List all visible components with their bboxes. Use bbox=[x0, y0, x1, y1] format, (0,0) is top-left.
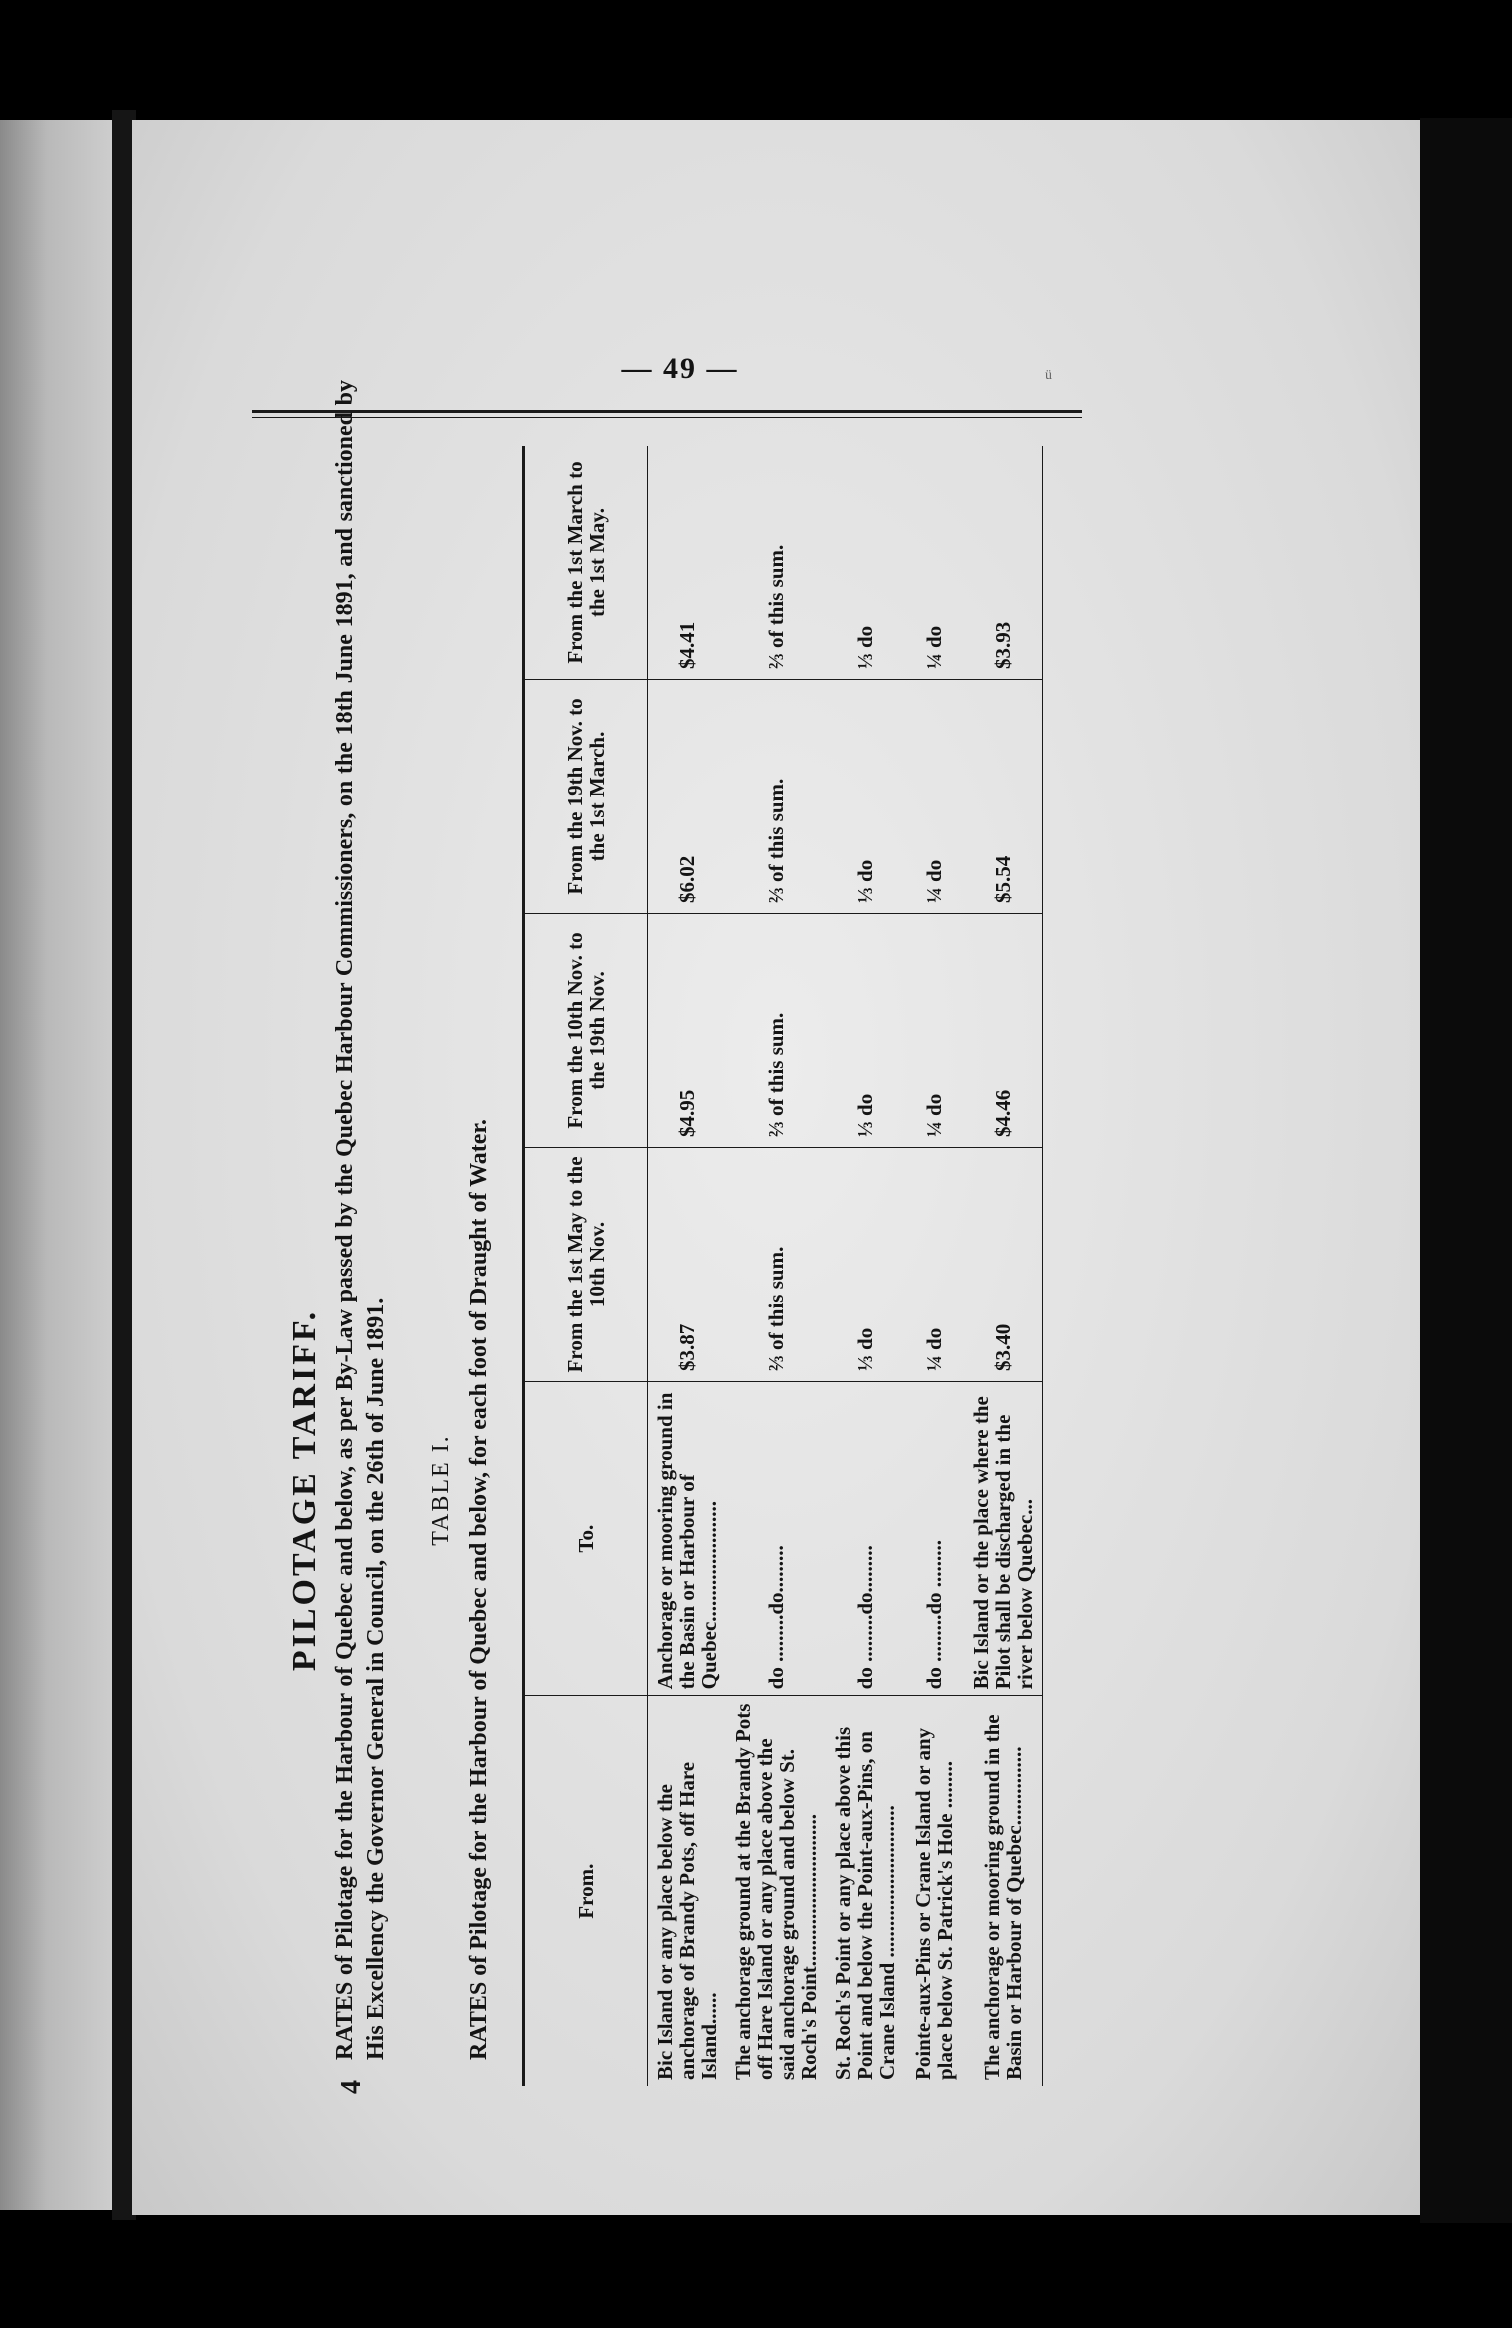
table-header-row bbox=[524, 446, 648, 2086]
table-row bbox=[648, 446, 727, 2086]
table-row bbox=[826, 446, 904, 2086]
rate-cell: ⅓ do bbox=[826, 680, 904, 914]
row-from: St. Roch's Point or any place above this Point and below the Point-aux-Pins, on Crane Island ............................. bbox=[831, 1726, 899, 2080]
header-from: From. bbox=[524, 1696, 648, 2086]
intro-paragraph: RATES of Pilotage for the Harbour of Quebec and below, as per By-Law passed by the Quebec Harbour Commissioners, on the 18th June 1891, and sanctioned by His Excellency the Governor General in Council, on the 26th of June 1891. bbox=[332, 380, 389, 2060]
rate-cell: $4.41 bbox=[648, 446, 727, 680]
row-from: Bic Island or any place below the anchorage of Brandy Pots, off Hare Island...... bbox=[653, 1761, 721, 2080]
rate-cell: ⅓ do bbox=[826, 1147, 904, 1381]
rate-cell: ¼ do bbox=[904, 446, 964, 680]
rate-cell: $4.95 bbox=[648, 913, 727, 1147]
rate-cell: ¼ do bbox=[904, 913, 964, 1147]
row-from: Pointe-aux-Pins or Crane Island or any place below St. Patrick's Hole ......... bbox=[911, 1727, 957, 2080]
document-title: PILOTAGE TARIFF. bbox=[286, 1308, 323, 1672]
rate-cell: $5.54 bbox=[964, 680, 1043, 914]
table-row bbox=[904, 446, 964, 2086]
rate-cell: $3.87 bbox=[648, 1147, 727, 1381]
rate-cell: ¼ do bbox=[904, 1147, 964, 1381]
rate-cell: ⅔ of this sum. bbox=[726, 680, 826, 914]
rate-cell: ⅔ of this sum. bbox=[726, 913, 826, 1147]
rate-cell: ¼ do bbox=[904, 680, 964, 914]
table-row bbox=[964, 446, 1043, 2086]
pilotage-rates-table bbox=[522, 446, 1043, 2086]
page-edge-shadow bbox=[1420, 118, 1512, 2223]
rate-cell: ⅔ of this sum. bbox=[726, 1147, 826, 1381]
rate-cell: ⅔ of this sum. bbox=[726, 446, 826, 680]
rotated-content bbox=[286, 20, 1290, 2100]
row-from: The anchorage ground at the Brandy Pots off Hare Island or any place above the said anchorage ground and below St. Roch's Point............................. bbox=[731, 1703, 821, 2080]
page-number: — 49 — bbox=[621, 352, 739, 385]
row-to: do .........do......... bbox=[826, 1381, 904, 1695]
left-facing-page bbox=[0, 120, 118, 2210]
row-from: The anchorage or mooring ground in the Basin or Harbour of Quebec............... bbox=[964, 1696, 1043, 2086]
row-to: do .........do......... bbox=[726, 1381, 826, 1695]
table-subtitle: RATES of Pilotage for the Harbour of Quebec and below, for each foot of Draught of Water. bbox=[466, 1119, 492, 2060]
header-period-2: From the 10th Nov. to the 19th Nov. bbox=[524, 913, 648, 1147]
rate-cell: ⅓ do bbox=[826, 913, 904, 1147]
rate-cell: $4.46 bbox=[964, 913, 1043, 1147]
side-mark: ü bbox=[1045, 368, 1052, 383]
table-row bbox=[726, 446, 826, 2086]
rate-cell: $6.02 bbox=[648, 680, 727, 914]
row-to: Bic Island or the place where the Pilot shall be discharged in the river below Quebec... bbox=[964, 1381, 1043, 1695]
header-period-4: From the 1st March to the 1st May. bbox=[524, 446, 648, 680]
header-to: To. bbox=[524, 1381, 648, 1695]
rate-cell: $3.93 bbox=[964, 446, 1043, 680]
row-to: do .........do ......... bbox=[904, 1381, 964, 1695]
rate-cell: ⅓ do bbox=[826, 446, 904, 680]
table-label: TABLE I. bbox=[428, 1434, 454, 1546]
header-period-3: From the 19th Nov. to the 1st March. bbox=[524, 680, 648, 914]
rate-cell: $3.40 bbox=[964, 1147, 1043, 1381]
row-to: Anchorage or mooring ground in the Basin or Harbour of Quebec....................... bbox=[648, 1381, 727, 1695]
header-period-1: From the 1st May to the 10th Nov. bbox=[524, 1147, 648, 1381]
intro-number: 4 bbox=[336, 2080, 367, 2094]
